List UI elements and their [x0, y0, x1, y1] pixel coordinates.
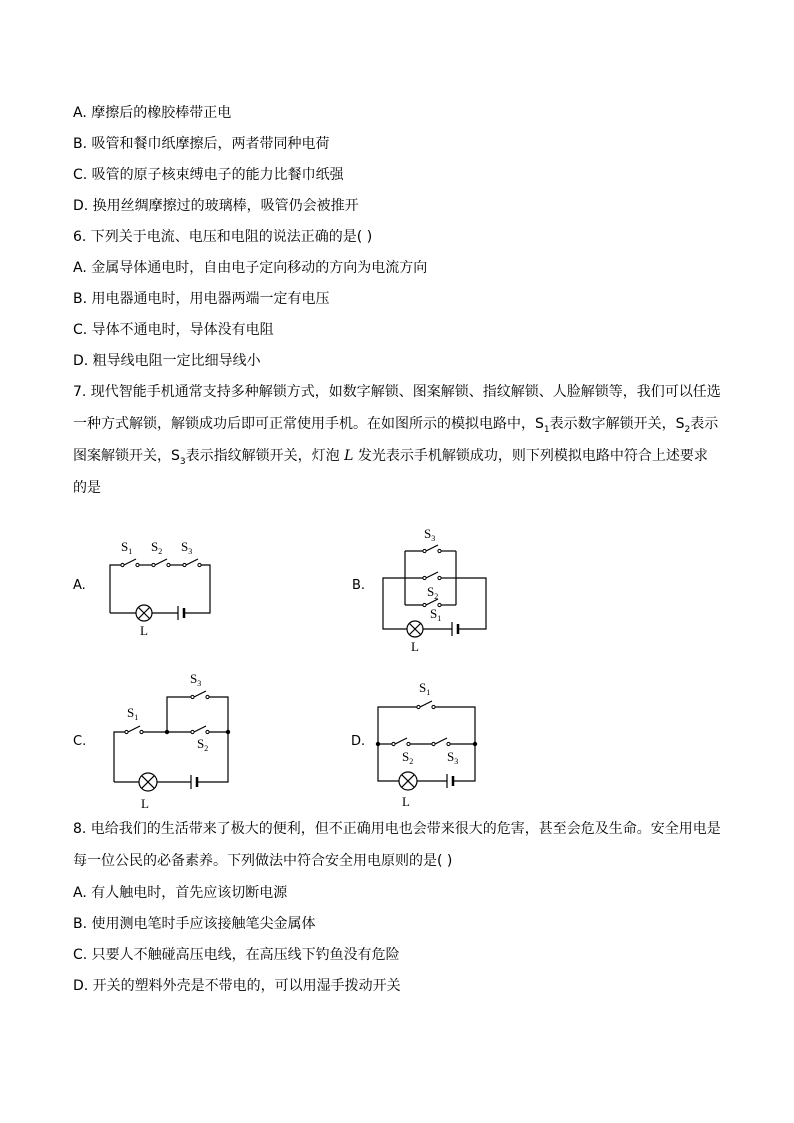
circuit-b-label: B.: [352, 578, 366, 593]
lamp-label: L: [411, 639, 419, 654]
q5-option-d: D. 换用丝绸摩擦过的玻璃棒，吸管仍会被推开: [73, 198, 359, 214]
q8-option-b: B. 使用测电笔时手应该接触笔尖金属体: [73, 916, 316, 932]
circuit-c-diagram: [100, 670, 240, 815]
switch-s2-label: $S_2$: [427, 584, 439, 601]
switch-s3-label: $S_3$: [447, 749, 459, 766]
circuit-d-label: D.: [351, 734, 366, 749]
switch-s3-label: $S_3$: [181, 539, 193, 556]
switch-s1-label: $S_1$: [121, 539, 133, 556]
lamp-label: L: [140, 623, 148, 638]
switch-s2-label: $S_2$: [151, 539, 163, 556]
switch-s3-label: $S_3$: [424, 526, 436, 543]
q6-stem: 6. 下列关于电流、电压和电阻的说法正确的是( ): [73, 229, 373, 245]
q7-stem: 7. 现代智能手机通常支持多种解锁方式，如数字解锁、图案解锁、指纹解锁、人脸解锁等，我们可以任选一种方式解锁，解锁成功后即可正常使用手机。在如图所示的模拟电路中，$S_1$表示数字解锁开关，$S_2$表示图案解锁开关，$S_3$表示指纹解锁开关，灯泡 L 发光表示手机解锁成功，则下列模拟电路中符合上述要求的是: [73, 384, 721, 496]
q6-option-c: C. 导体不通电时，导体没有电阻: [73, 322, 274, 338]
switch-s1-label: $S_1$: [430, 606, 442, 623]
switch-s2-label: $S_2$: [197, 736, 209, 753]
q8-option-a: A. 有人触电时，首先应该切断电源: [73, 885, 288, 901]
q6-option-d: D. 粗导线电阻一定比细导线小: [73, 353, 261, 369]
switch-s3-label: $S_3$: [190, 671, 202, 688]
circuit-a-label: A.: [73, 578, 86, 593]
q5-option-c: C. 吸管的原子核束缚电子的能力比餐巾纸强: [73, 167, 344, 183]
lamp-label: L: [402, 794, 410, 809]
circuit-d-diagram: [370, 675, 510, 810]
circuit-c-label: C.: [73, 734, 87, 749]
q5-option-a: A. 摩擦后的橡胶棒带正电: [73, 105, 232, 121]
q8-stem: 8. 电给我们的生活带来了极大的便利，但不正确用电也会带来很大的危害，甚至会危及生命。安全用电是每一位公民的必备素养。下列做法中符合安全用电原则的是( ): [73, 821, 721, 869]
circuit-a-diagram: [100, 535, 215, 640]
q6-option-b: B. 用电器通电时，用电器两端一定有电压: [73, 291, 330, 307]
lamp-symbol: L: [344, 448, 354, 464]
switch-s2-label: $S_2$: [402, 749, 414, 766]
q8-option-c: C. 只要人不触碰高压电线，在高压线下钓鱼没有危险: [73, 947, 400, 963]
circuit-b-diagram: [375, 523, 495, 655]
switch-s1-label: $S_1$: [419, 680, 431, 697]
q6-option-a: A. 金属导体通电时，自由电子定向移动的方向为电流方向: [73, 260, 428, 276]
q5-option-b: B. 吸管和餐巾纸摩擦后，两者带同种电荷: [73, 136, 330, 152]
q8-option-d: D. 开关的塑料外壳是不带电的，可以用湿手拨动开关: [73, 978, 401, 994]
lamp-label: L: [141, 796, 149, 811]
switch-s1-label: $S_1$: [127, 705, 139, 722]
